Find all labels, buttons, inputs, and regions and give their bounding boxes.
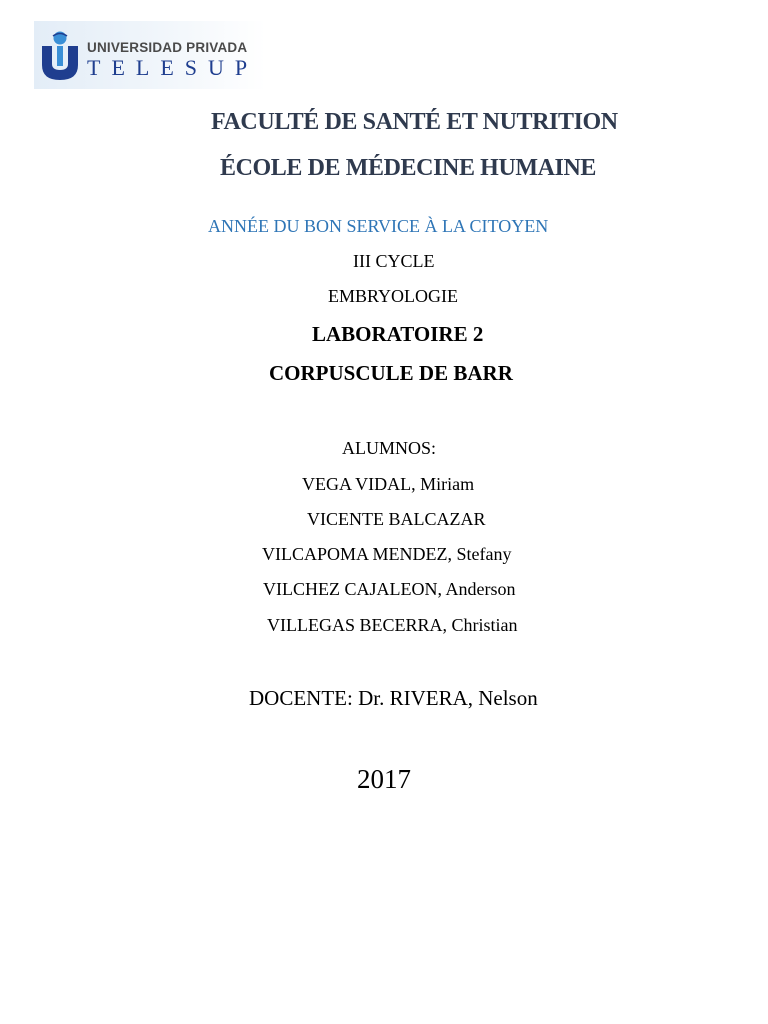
university-logo bbox=[34, 21, 266, 89]
teacher-label: DOCENTE: Dr. RIVERA, Nelson bbox=[249, 686, 538, 710]
subject-label: EMBRYOLOGIE bbox=[328, 286, 458, 306]
school-heading: ÉCOLE DE MÉDECINE HUMAINE bbox=[220, 155, 597, 181]
student-name: VILCHEZ CAJALEON, Anderson bbox=[263, 579, 516, 599]
students-heading: ALUMNOS: bbox=[342, 438, 437, 458]
lab-title: LABORATOIRE 2 bbox=[312, 322, 484, 346]
student-name: VILCAPOMA MENDEZ, Stefany bbox=[262, 544, 512, 564]
university-emblem-icon bbox=[38, 30, 82, 82]
year-motto: ANNÉE DU BON SERVICE À LA CITOYEN bbox=[208, 216, 549, 236]
student-name: VILLEGAS BECERRA, Christian bbox=[267, 615, 518, 635]
student-name: VEGA VIDAL, Miriam bbox=[302, 474, 475, 494]
student-name: VICENTE BALCAZAR bbox=[307, 509, 486, 529]
logo-telesup-wordmark: TELESUP bbox=[87, 55, 259, 80]
faculty-heading: FACULTÉ DE SANTÉ ET NUTRITION bbox=[211, 109, 618, 135]
document-year: 2017 bbox=[357, 764, 411, 794]
logo-university-name: UNIVERSIDAD PRIVADA bbox=[87, 40, 248, 55]
cycle-label: III CYCLE bbox=[353, 251, 435, 271]
topic-title: CORPUSCULE DE BARR bbox=[269, 361, 513, 385]
